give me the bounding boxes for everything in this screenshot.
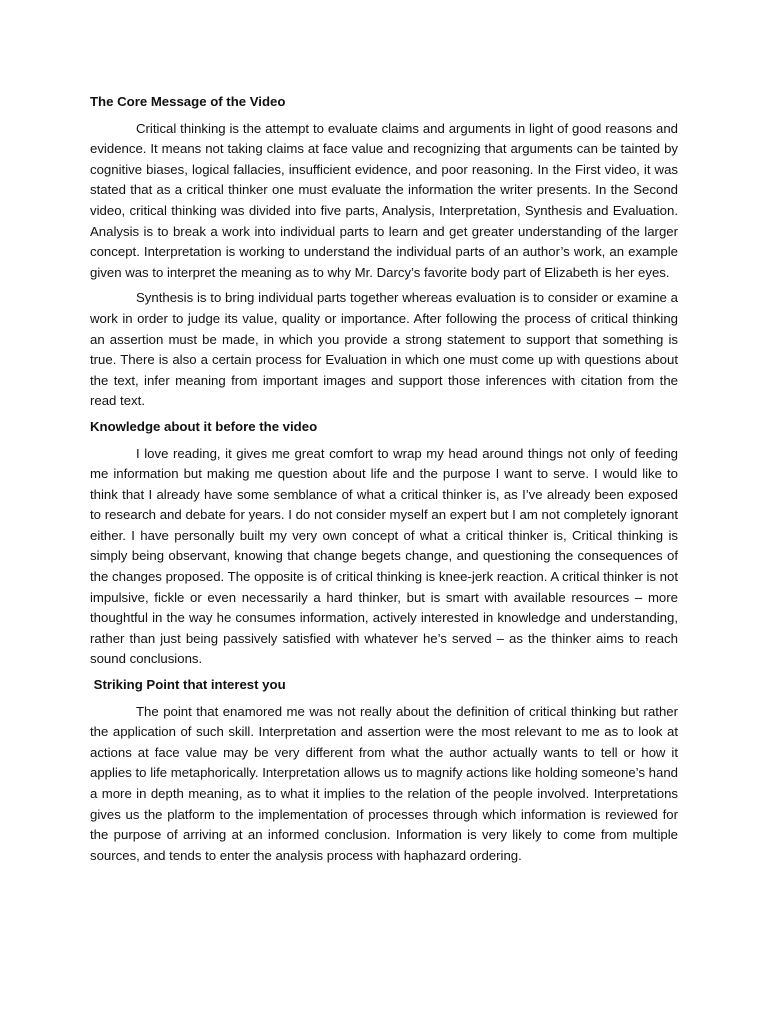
section-heading-core-message: The Core Message of the Video — [90, 94, 286, 109]
section-heading-striking-point: Striking Point that interest you — [90, 677, 286, 693]
paragraph-striking-point: The point that enamored me was not really about the definition of critical thinking but rather the application of such skill. Interpretation and assertion were the most relevant to me as to look at actions at face value may be very different from what the author actually wants to tell or how it applies to life metaphorically. Interpretation allows us to magnify actions like holding someone’s hand a more in depth meaning, as to what it implies to the relation of the people involved. Interpretations gives us the platform to the implementation of processes through which information is reviewed for the purpose of arriving at an informed conclusion. Information is very likely to come from multiple sources, and tends to enter the analysis process with haphazard ordering. — [90, 703, 678, 863]
paragraph-critical-thinking-definition: Critical thinking is the attempt to evaluate claims and arguments in light of good reasons and evidence. It means not taking claims at face value and recognizing that arguments can be tainted by cognitive biases, logical fallacies, insufficient evidence, and poor reasoning. In the First video, it was stated that as a critical thinker one must evaluate the information the writer presents. In the Second video, critical thinking was divided into five parts, Analysis, Interpretation, Synthesis and Evaluation. Analysis is to break a work into individual parts to learn and get greater understanding of the larger concept. Interpretation is working to understand the individual parts of an author’s work, an example given was to interpret the meaning as to why Mr. Darcy’s favorite body part of Elizabeth is her eyes. — [90, 120, 678, 280]
document-page — [90, 92, 678, 871]
section-heading-prior-knowledge: Knowledge about it before the video — [90, 418, 318, 434]
paragraph-synthesis-evaluation: Synthesis is to bring individual parts together whereas evaluation is to consider or examine a work in order to judge its value, quality or importance. After following the process of critical thinking an assertion must be made, in which you provide a strong statement to support that something is true. There is also a certain process for Evaluation in which one must come up with questions about the text, infer meaning from important images and support those inferences with citation from the read text. — [90, 290, 678, 409]
paragraph-prior-knowledge: I love reading, it gives me great comfort to wrap my head around things not only of feeding me information but making me question about life and the purpose I want to serve. I would like to think that I already have some semblance of what a critical thinker is, as I’ve already been exposed to research and debate for years. I do not consider myself an expert but I am not completely ignorant either. I have personally built my very own concept of what a critical thinker is, Critical thinking is simply being observant, knowing that change begets change, and questioning the consequences of the changes proposed. The opposite is of critical thinking is knee-jerk reaction. A critical thinker is not impulsive, fickle or even necessarily a hard thinker, but is smart with available resources – more thoughtful in the way he consumes information, actively interested in knowledge and understanding, rather than just being passively satisfied with whatever he’s served – as the thinker aims to reach sound conclusions. — [90, 445, 678, 667]
